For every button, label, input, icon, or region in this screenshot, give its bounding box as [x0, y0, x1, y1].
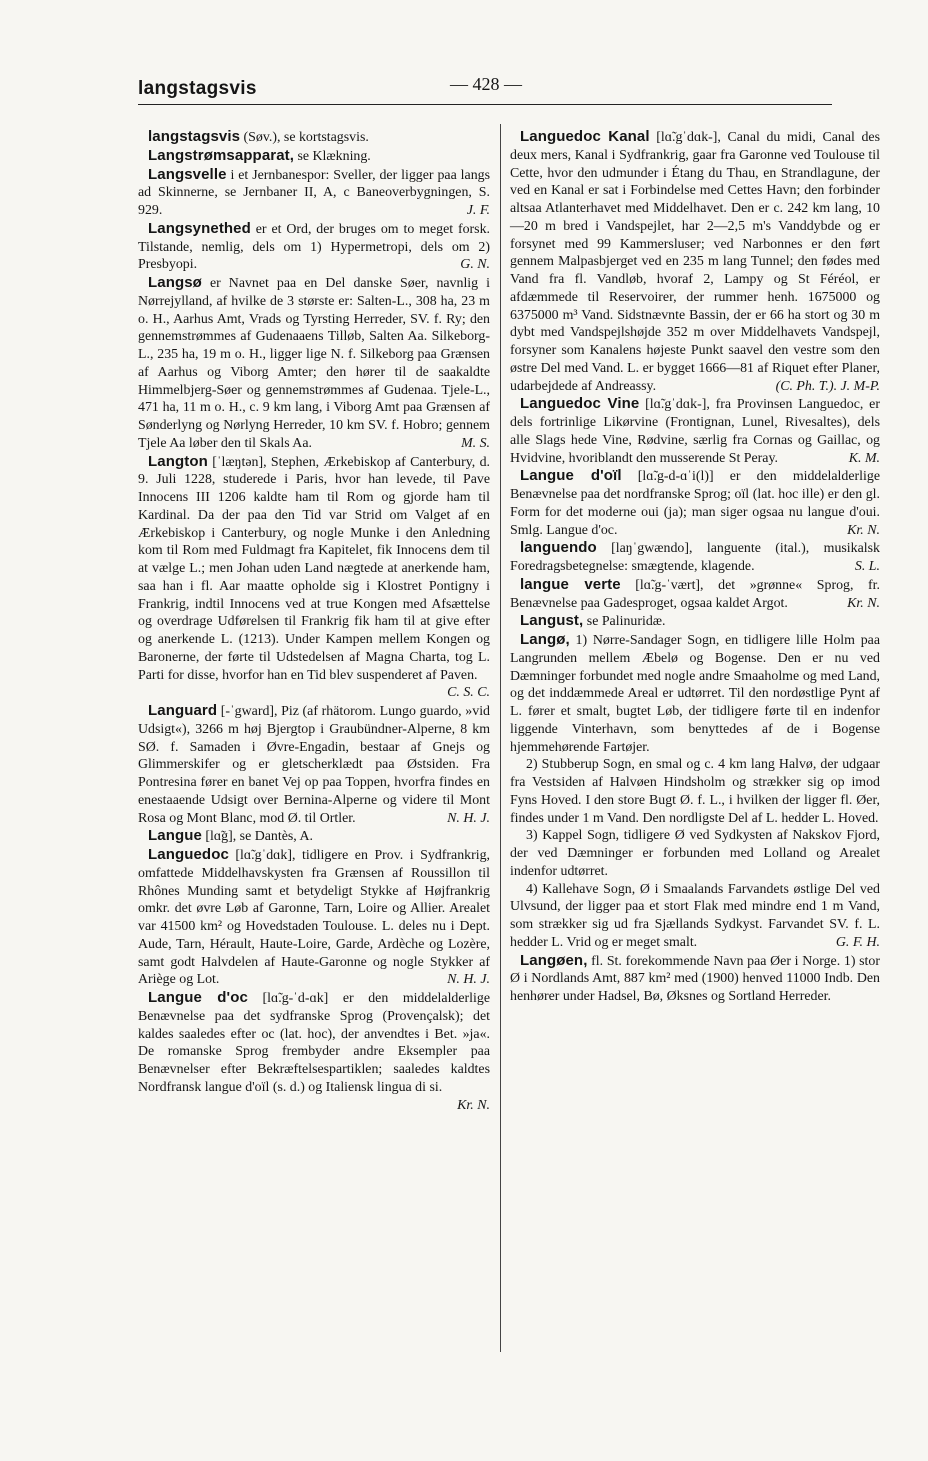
- dictionary-entry: [510, 576, 880, 613]
- dictionary-entry: [138, 702, 490, 827]
- entry-text: [ˈlæŋtən], Stephen, Ærkebiskop af Canterbury, d. 9. Juli 1228, studerede i Paris, hvor han levede, til Pave Innocens III 1206 kaldte ham til Rom og gjorde ham til Kardinal. Da der paa den Tid var Strid om Valget af en Ærkebiskop i Canterbury, og nogle Munke i den Anledning kom til Rom med Fuldmagt fra Kapitelet, fik Innocens dem til at vælge L.; men Johan uden Land nægtede at anerkende ham, saa han i fl. Aar maatte opholde sig i Klostret Pontigny i Frankrig, indtil Innocens ved at true Kongen med Afsættelse og overdrage Udførelsen til Frankrig fik ham til at give efter og anerkende L. (1213). Under Kampen mellem Kongen og Baronerne, der førte til Udstedelsen af Magna Charta, tog L. Parti for disse, hvorfor han en Tid blev suspenderet af Paven.: [138, 454, 490, 683]
- entry-text: 3) Kappel Sogn, tidligere Ø ved Sydkysten af Nakskov Fjord, der ved Dæmninger er forbunden med Lolland og Arealet indenfor udtørret.: [510, 828, 880, 879]
- right-column: [510, 128, 880, 1006]
- dictionary-entry: [510, 395, 880, 467]
- entry-text: fl. St. forekommende Navn paa Øer i Norge. 1) stor Ø i Nordlands Amt, 887 km² med (1900) henved 11000 Indb. Den henhører under Hadsel, Bø, Øksnes og Sortland Herreder.: [510, 953, 880, 1004]
- entry-headword: Langstrømsapparat,: [148, 146, 294, 164]
- entry-text: [lɑ̃.gˈdɑk-], Canal du midi, Canal des deux mers, Kanal i Sydfrankrig, gaar fra Garonne ved Toulouse til Cette, hvor den udmunder i Étang du Thau, en Strandlagune, der ved en Kanal er sat i Forbindelse med Cettes Havn; den forbinder altsaa Atlanterhavet med Middelhavet. Den er c. 242 km lang, 10—20 m bred i Vandspejlet, har 2—2,5 m's Vanddybde og er forsynet med 99 Kammersluser; ved Narbonnes er den ført gennem Malpasbjerget ved en 235 m lang Tunnel; den fødes med Vand fra fl. Vandløb, hvoraf 2, Lampy og St Féréol, er afdæmmede til Reservoirer, der rummer henh. 1675000 og 6375000 m³ Vand. Sidstnævnte Bassin, der er 66 ha stort og 30 m dybt med Vandspejlshøjde 352 m over Middelhavets Vandspejl, forsyner som Kanalens højeste Punkt saavel den vestre som den østre Del med Vand. L. er bygget 1666—81 af Riquet efter Planer, udarbejdede af Andreassy.: [510, 130, 880, 394]
- dictionary-entry: [138, 989, 490, 1114]
- header-rule: [138, 104, 832, 105]
- entry-text: i et Jernbanespor: Sveller, der ligger paa langs ad Skinnerne, se Jernbaner II, A, c Baneoverbygningen, S. 929.: [138, 167, 490, 218]
- page-header: [138, 72, 832, 106]
- entry-headword: Langsynethed: [148, 219, 251, 237]
- author-signature: N. H. J.: [447, 810, 490, 826]
- author-signature: K. M.: [848, 450, 880, 466]
- entry-text: [lɑ̃.gˈdɑk], tidligere en Prov. i Sydfrankrig, omfattede Middelhavskysten fra Grænsen af Roussillon til Rhônes Munding samt et betydeligt Stykke af Højfrankrig omkr. det øvre Løb af Garonne, Tarn, Loire og Allier. Arealet var 41500 km² og Hovedstaden Toulouse. L. deles nu i Dept. Aude, Tarn, Hérault, Haute-Loire, Garde, Ardèche og Lozère, samt godt Halvdelen af Haute-Garonne og nogle Stykker af Ariège og Lot.: [138, 848, 490, 988]
- dictionary-entry: [138, 846, 490, 989]
- entry-headword: Langsø: [148, 274, 202, 291]
- author-signature: S. L.: [854, 559, 880, 574]
- author-signature: Kr. N.: [847, 522, 880, 538]
- author-signature: (C. Ph. T.). J. M-P.: [775, 378, 880, 394]
- entry-text: [lɑ̃.g-d-ɑˈi(l)] er den middelalderlige Benævnelse paa det nordfranske Sprog; oïl (lat. hoc ille) er den gl. Form for det moderne oui (ja); man siger ogsaa nu langue d'oui. Smlg. Langue d'oc.: [510, 469, 880, 538]
- dictionary-entry: [510, 539, 880, 576]
- dictionary-entry: [138, 166, 490, 220]
- entry-text: er et Ord, der bruges om to meget forsk. Tilstande, nemlig, dels om 1) Hypermetropi, dels om 2) Presbyopi.: [138, 221, 490, 273]
- entry-headword: langstagsvis: [148, 128, 241, 145]
- entry-text: [laŋˈgwændo], languente (ital.), musikalsk Foredragsbetegnelse: smægtende, klagende.: [510, 541, 880, 574]
- entry-headword: Langton: [148, 452, 208, 470]
- entry-text: [lɑ̃.g-ˈd-ɑk] er den middelalderlige Benævnelse paa det sydfranske Sprog (Provençalsk); det kaldes saaledes efter oc (lat. hoc), der anvendtes i Bet. »ja«. De romanske Sprog frembyder andre Eksempler paa Benævnelser efter Bekræftelsespartiklen; saaledes kaldtes Nordfransk langue d'oïl (s. d.) og Italiensk lingua di si.: [138, 991, 490, 1095]
- entry-headword: Languard: [148, 702, 218, 719]
- author-signature: Kr. N.: [457, 1097, 490, 1113]
- entry-headword: langue verte: [520, 575, 621, 593]
- entry-text: [lɑ̃.gˈdɑk-], fra Provinsen Languedoc, er dels fortrinlige Likørvine (Frontignan, Lunel, Rivesaltes), dels alle Slags hede Vine, Rødvine, særlig fra Cornas og Gaillac, og Hvidvine, hvoriblandt den musserende St Peray.: [510, 397, 880, 466]
- dictionary-entry: [138, 220, 490, 274]
- entry-text: se Klækning.: [294, 148, 371, 164]
- entry-headword: Languedoc: [148, 846, 229, 863]
- entry-subsection: [510, 827, 880, 880]
- entry-headword: Langsvelle: [148, 165, 227, 183]
- entry-text: [lɑ̃.g-ˈvært], det »grønne« Sprog, fr. Benævnelse paa Gadesproget, ogsaa kaldet Argot.: [510, 577, 880, 611]
- entry-headword: Langue d'oc: [148, 989, 248, 1006]
- author-signature: G. N.: [460, 257, 490, 273]
- entry-headword: Langø,: [520, 631, 570, 648]
- entry-headword: Langue d'oïl: [520, 467, 622, 485]
- dictionary-entry: [510, 631, 880, 756]
- entry-text: [-ˈgward], Piz (af rhätorom. Lungo guardo, »vid Udsigt«), 3266 m høj Bjergtop i Graubündner-Alperne, 8 km SØ. f. Samaden i Øvre-Engadin, bestaar af Gnejs og Glimmerskifer og er gletscherklædt paa Østsiden. Fra Pontresina fører en banet Vej op paa Toppen, hvorfra findes en enestaaende Udsigt over Bernina-Alperne og videre til Mont Rosa og Mont Blanc, mod Ø. til Ortler.: [138, 704, 490, 826]
- entry-headword: Languedoc Vine: [520, 395, 640, 413]
- dictionary-entry: [138, 827, 490, 846]
- dictionary-entry: [510, 952, 880, 1006]
- entry-subsection: [510, 881, 880, 952]
- entry-headword: Langue: [148, 827, 202, 845]
- dictionary-entry: [138, 453, 490, 703]
- author-signature: J. F.: [466, 203, 490, 218]
- entry-text: [lɑ̃g], se Dantès, A.: [201, 829, 313, 845]
- author-signature: Kr. N.: [847, 595, 880, 611]
- entry-subsection: [510, 756, 880, 827]
- entry-text: 4) Kallehave Sogn, Ø i Smaalands Farvandets østlige Del ved Ulvsund, der ligger paa et stort Flak med mindre end 1 m Vand, som strækker sig ud fra Sjællands Sydkyst. Farvandet SV. f. L. hedder L. Vrid og er meget smalt.: [510, 881, 880, 950]
- dictionary-entry: [510, 612, 880, 631]
- dictionary-entry: [510, 467, 880, 539]
- left-column: [138, 128, 490, 1114]
- entry-headword: Languedoc Kanal: [520, 128, 650, 145]
- dictionary-entry: [510, 128, 880, 395]
- author-signature: N. H. J.: [447, 972, 490, 988]
- entry-text: (Søv.), se kortstagsvis.: [240, 130, 369, 145]
- page-number: — 428 —: [450, 74, 522, 94]
- running-head: langstagsvis: [138, 78, 257, 99]
- column-divider: [500, 124, 501, 1352]
- dictionary-entry: [138, 128, 490, 147]
- entry-text: 1) Nørre-Sandager Sogn, en tidligere lille Holm paa Langrunden mellem Æbelø og Bogense. Den er nu ved Dæmninger forbundet med nogle andre Smaaholme og med Land, og det inddæmmede Areal er udtørret. Til den nordøstlige Pynt af L. fører et smalt, bugtet Løb, der tidligere førte til en indenfor liggende Vinterhavn, som benyttedes af de i Bogense hjemmehørende Fartøjer.: [510, 633, 880, 755]
- entry-text: er Navnet paa en Del danske Søer, navnlig i Nørrejylland, af hvilke de 3 største er: Salten-L., 308 ha, 23 m o. H., Aarhus Amt, Vrads og Tyrsting Herreder, SV. f. Ry; den gennemstrømmes af Gudenaaens Tilløb, Salten Aa. Silkeborg-L., 235 ha, 19 m o. H., ligger lige N. f. Silkeborg paa Grænsen af Aarhus og Viborg Amter; den hører til de saakaldte Himmelbjerg-Søer og gennemstrømmes af Gudenaa. Tjele-L., 471 ha, 11 m o. H., c. 9 km lang, i Viborg Amt paa Grænsen af Sønderlyng og Nørlyng Herreder, 10 km SV. f. Hobro; gennem Tjele Aa løber den til Skals Aa.: [138, 276, 490, 451]
- entry-headword: languendo: [520, 539, 597, 557]
- entry-headword: Langust,: [520, 612, 584, 630]
- author-signature: M. S.: [461, 435, 490, 451]
- entry-text: 2) Stubberup Sogn, en smal og c. 4 km lang Halvø, der udgaar fra Vestsiden af Halvøen Hindsholm og strækker sig op imod Fyns Hoved. I den store Bugt Ø. f. L., i hvilken der ligger fl. Øer, findes under 1 m Vand. Den nordligste Del af L. hedder L. Hoved.: [510, 757, 880, 826]
- entry-text: se Palinuridæ.: [583, 614, 666, 630]
- dictionary-entry: [138, 147, 490, 166]
- author-signature: C. S. C.: [447, 685, 490, 701]
- dictionary-entry: [138, 274, 490, 453]
- author-signature: G. F. H.: [835, 934, 880, 950]
- entry-headword: Langøen,: [520, 951, 588, 969]
